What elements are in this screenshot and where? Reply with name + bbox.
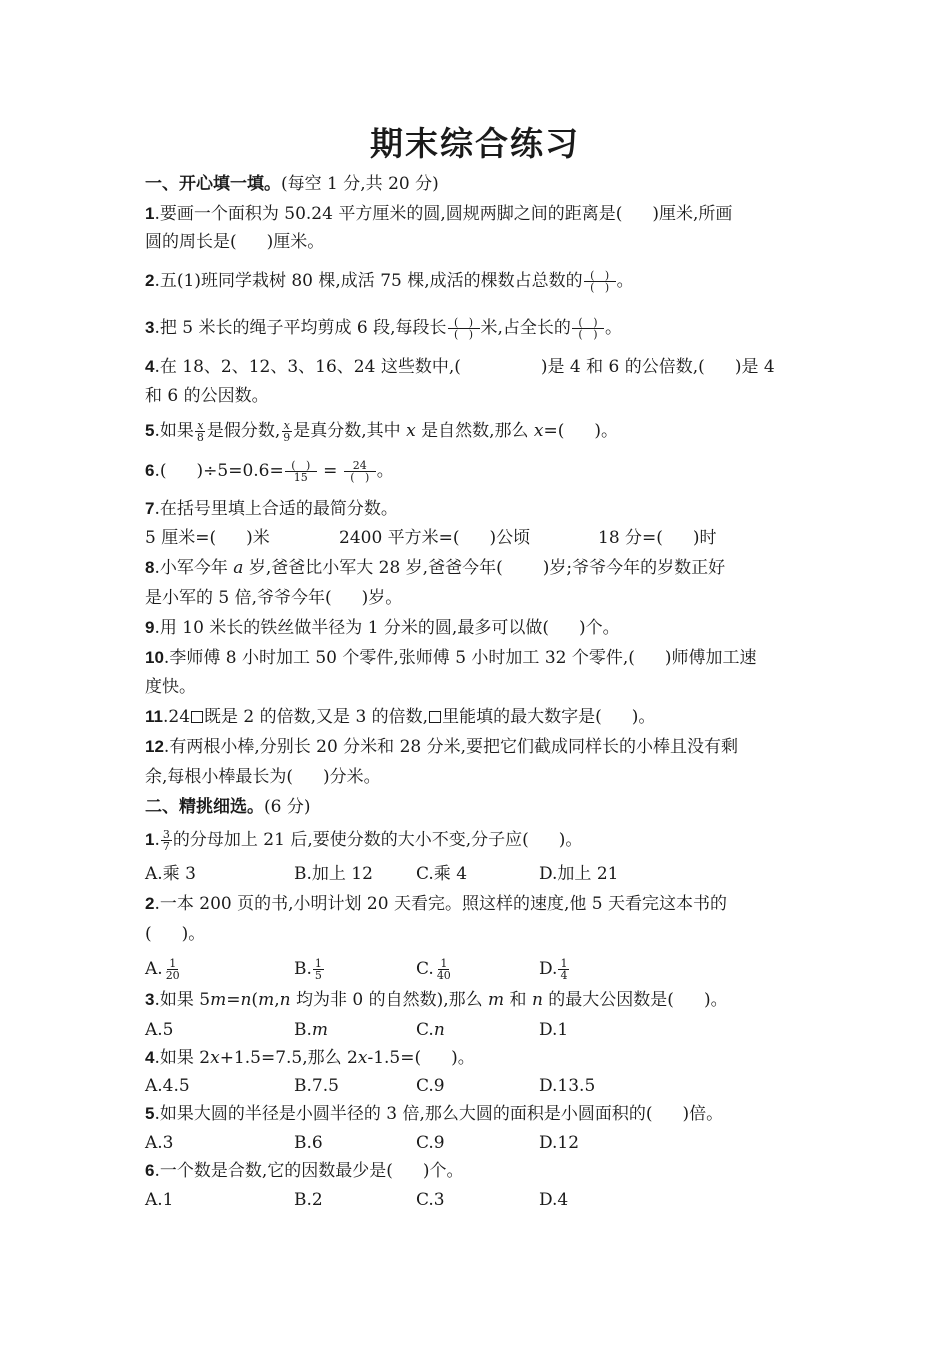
question-text: 。: [376, 461, 394, 481]
question-text: )厘米,所画: [652, 204, 733, 224]
question-text: 是自然数,那么: [415, 421, 534, 441]
question-text: )是 4 和 6 的公倍数,(: [540, 357, 705, 377]
question-4-line-2: 和 6 的公因数。: [145, 386, 269, 406]
digit-box-icon: [191, 711, 203, 723]
option-d[interactable]: D.12: [539, 1133, 580, 1153]
question-number: 1: [145, 830, 155, 849]
question-text: 是真分数,其中: [293, 421, 407, 441]
option-a[interactable]: A.5: [145, 1020, 174, 1040]
fraction: $\frac{3}{7}$: [162, 828, 170, 853]
question-text: .(: [154, 461, 167, 481]
option-b[interactable]: B.7.5: [294, 1076, 339, 1096]
question-5: [145, 420, 618, 443]
question-10-line-2: 度快。: [145, 677, 196, 697]
question-6: [145, 460, 394, 483]
question-number: 9: [145, 618, 155, 637]
question-text: 。: [616, 271, 634, 291]
fraction: $\frac{x}{9}$: [283, 419, 291, 444]
section-1-score-note: (每空 1 分,共 20 分): [281, 174, 439, 194]
question-text: )是 4: [734, 357, 775, 377]
question-12-line-2: 余,每根小棒最长为( )分米。: [145, 767, 381, 787]
section-1-title: 一、开心填一填。: [145, 174, 281, 194]
choice-question-4: 4.如果 2x+1.5=7.5,那么 2x-1.5=( )。: [145, 1048, 475, 1068]
question-number: 2: [145, 271, 155, 290]
question-number: 12: [145, 737, 164, 756]
question-text: .在 18、2、12、3、16、24 这些数中,(: [154, 357, 461, 377]
question-1-line-1: [145, 203, 732, 225]
question-4-line-1: [145, 356, 775, 378]
question-number: 6: [145, 1161, 155, 1180]
question-number: 10: [145, 648, 164, 667]
question-12-line-1: 12.有两根小棒,分别长 20 分米和 28 分米,要把它们截成同样长的小棒且没有剩: [145, 737, 739, 757]
option-a[interactable]: A.1: [145, 1190, 174, 1210]
option-b[interactable]: B.2: [294, 1190, 323, 1210]
choice-question-2-line-2: ( )。: [145, 924, 206, 944]
option-c[interactable]: C.9: [416, 1133, 445, 1153]
section-1-heading: [145, 173, 439, 195]
question-number: 4: [145, 1048, 155, 1067]
question-text: )厘米。: [266, 232, 325, 252]
option-a[interactable]: A.4.5: [145, 1076, 190, 1096]
fraction-blank[interactable]: $\frac{24}{( )}$: [344, 460, 376, 483]
question-text: .把 5 米长的绳子平均剪成 6 段,每段长: [154, 318, 447, 338]
question-text: .在括号里填上合适的最简分数。: [154, 499, 398, 519]
choice-question-1: 1. $\frac{3}{7}$ 的分母加上 21 后,要使分数的大小不变,分子应( )。: [145, 828, 583, 853]
question-text: 是假分数,: [206, 421, 281, 441]
question-number: 2: [145, 894, 155, 913]
question-text: =: [317, 461, 343, 481]
question-number: 4: [145, 357, 155, 376]
option-b[interactable]: B. $\frac{1}{5}$: [294, 957, 322, 982]
option-c[interactable]: C.9: [416, 1076, 445, 1096]
option-c[interactable]: C.乘 4: [416, 864, 468, 884]
option-c[interactable]: C. $\frac{1}{40}$: [416, 957, 451, 982]
option-b[interactable]: B.m: [294, 1020, 329, 1040]
question-text: .如果: [154, 421, 194, 441]
question-text: 米,占全长的: [480, 318, 571, 338]
question-2: [145, 270, 634, 293]
option-a[interactable]: A.乘 3: [145, 864, 196, 884]
question-3: [145, 317, 622, 340]
option-d[interactable]: D.13.5: [539, 1076, 596, 1096]
question-8-line-2: 是小军的 5 倍,爷爷今年( )岁。: [145, 588, 403, 608]
question-7-part-2: 2400 平方米=( )公顷: [339, 528, 531, 548]
option-a[interactable]: A. $\frac{1}{20}$: [145, 957, 180, 982]
section-2-score-note: (6 分): [264, 797, 311, 817]
section-2-heading: [145, 796, 310, 818]
option-d[interactable]: D.1: [539, 1020, 569, 1040]
choice-question-2-line-1: 2.一本 200 页的书,小明计划 20 天看完。照这样的速度,他 5 天看完这本书的: [145, 894, 727, 914]
variable: a: [233, 558, 244, 578]
question-text: 圆的周长是(: [145, 232, 237, 252]
option-b[interactable]: B.6: [294, 1133, 323, 1153]
question-number: 3: [145, 318, 155, 337]
question-9: 9.用 10 米长的铁丝做半径为 1 分米的圆,最多可以做( )个。: [145, 618, 620, 638]
question-number: 8: [145, 558, 155, 577]
question-1-line-2: [145, 231, 324, 253]
question-text: )。: [594, 421, 619, 441]
question-text: .五(1)班同学栽树 80 棵,成活 75 棵,成活的棵数占总数的: [154, 271, 583, 291]
question-number: 3: [145, 990, 155, 1009]
section-2-title: 二、精挑细选。: [145, 797, 264, 817]
question-number: 11: [145, 707, 163, 726]
question-number: 5: [145, 421, 155, 440]
question-11: 11.24 既是 2 的倍数,又是 3 的倍数, 里能填的最大数字是( )。: [145, 707, 656, 727]
question-8-line-1: 8.小军今年 a 岁,爸爸比小军大 28 岁,爸爸今年( )岁;爷爷今年的岁数正好: [145, 558, 726, 578]
fraction: $\frac{x}{8}$: [196, 419, 204, 444]
fraction-blank[interactable]: $\frac{( )}{( )}$: [572, 317, 604, 340]
question-7: [145, 498, 398, 520]
page-title: 期末综合练习: [370, 124, 580, 163]
question-10-line-1: 10.李师傅 8 小时加工 50 个零件,张师傅 5 小时加工 32 个零件,( )师傅加工速: [145, 648, 757, 668]
question-number: 5: [145, 1104, 155, 1123]
choice-question-3: 3.如果 5m=n(m,n 均为非 0 的自然数),那么 m 和 n 的最大公因数是( )。: [145, 990, 728, 1010]
choice-question-6: 6.一个数是合数,它的因数最少是( )个。: [145, 1161, 464, 1181]
question-text: .要画一个面积为 50.24 平方厘米的圆,圆规两脚之间的距离是(: [154, 204, 623, 224]
option-c[interactable]: C.3: [416, 1190, 445, 1210]
fraction-blank[interactable]: $\frac{( )}{15}$: [285, 460, 317, 483]
question-text: )÷5=0.6=: [196, 461, 284, 481]
option-b[interactable]: B.加上 12: [294, 864, 373, 884]
question-text: 。: [604, 318, 622, 338]
choice-question-5: 5.如果大圆的半径是小圆半径的 3 倍,那么大圆的面积是小圆面积的( )倍。: [145, 1104, 724, 1124]
digit-box-icon: [429, 711, 441, 723]
question-number: 6: [145, 461, 155, 480]
variable: x: [406, 421, 416, 441]
option-c[interactable]: C.n: [416, 1020, 445, 1040]
question-7-part-1: 5 厘米=( )米: [145, 528, 270, 548]
question-text: =(: [543, 421, 565, 441]
option-a[interactable]: A.3: [145, 1133, 174, 1153]
option-d[interactable]: D.加上 21: [539, 864, 619, 884]
question-number: 1: [145, 204, 155, 223]
option-d[interactable]: D. $\frac{1}{4}$: [539, 957, 568, 982]
option-d[interactable]: D.4: [539, 1190, 569, 1210]
fraction-blank[interactable]: $\frac{( )}{( )}$: [448, 317, 480, 340]
question-7-part-3: 18 分=( )时: [598, 528, 717, 548]
fraction-blank[interactable]: $\frac{( )}{( )}$: [584, 270, 616, 293]
variable: x: [533, 421, 544, 441]
question-number: 7: [145, 499, 155, 518]
